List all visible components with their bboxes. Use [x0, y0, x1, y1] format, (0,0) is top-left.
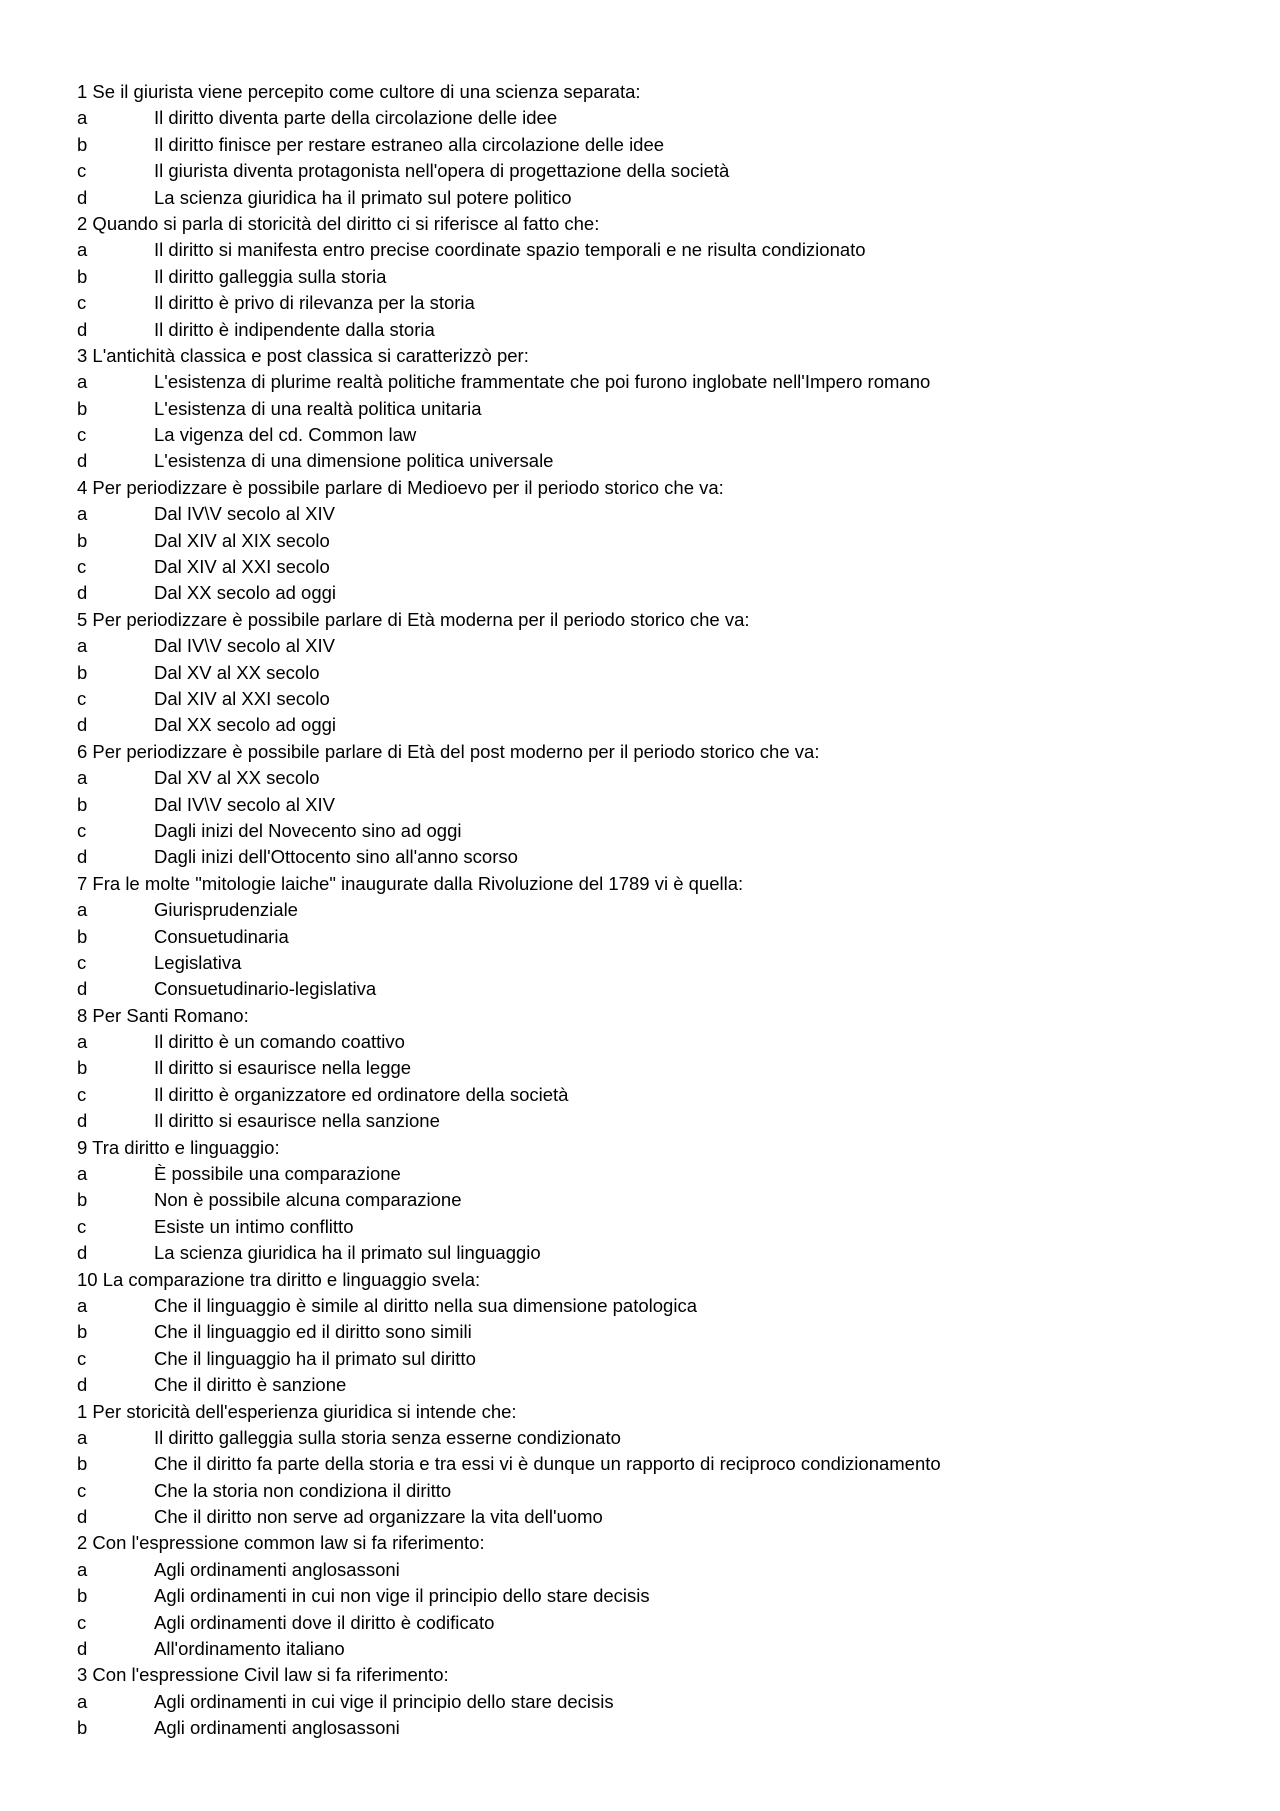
option-letter: b: [77, 925, 88, 947]
option-text: Che il diritto fa parte della storia e tra essi vi è dunque un rapporto di reciproco condizionamento: [154, 1453, 941, 1475]
option-letter: a: [77, 1294, 88, 1316]
option-letter: c: [77, 424, 87, 446]
option-text: L'esistenza di una realtà politica unitaria: [154, 397, 482, 419]
option-letter: d: [77, 186, 88, 208]
option-letter: b: [77, 529, 88, 551]
option-text: Il diritto è un comando coattivo: [154, 1031, 405, 1053]
option-text: Il diritto si esaurisce nella sanzione: [154, 1110, 440, 1132]
answer-option: [77, 1451, 1217, 1477]
option-letter: a: [77, 1031, 88, 1053]
question: 3 L'antichità classica e post classica si caratterizzò per:: [77, 344, 529, 366]
option-letter: c: [77, 951, 87, 973]
option-text: Dagli inizi dell'Ottocento sino all'anno scorso: [154, 846, 518, 868]
option-text: Il diritto si esaurisce nella legge: [154, 1057, 412, 1079]
answer-option: [77, 1319, 1217, 1345]
question: 1 Se il giurista viene percepito come cultore di una scienza separata:: [77, 81, 641, 102]
question: 10 La comparazione tra diritto e linguaggio svela:: [77, 1268, 481, 1290]
option-letter: a: [77, 107, 88, 129]
answer-option: [77, 792, 1217, 818]
option-text: Consuetudinaria: [154, 925, 289, 947]
option-letter: d: [77, 714, 88, 736]
option-text: Dal XX secolo ad oggi: [154, 714, 337, 736]
option-letter: d: [77, 978, 88, 1000]
option-text: Dal IV\V secolo al XIV: [154, 793, 335, 815]
option-text: Consuetudinario-legislativa: [154, 978, 377, 1000]
option-text: Che il linguaggio è simile al diritto nella sua dimensione patologica: [154, 1294, 697, 1316]
option-text: Che la storia non condiziona il diritto: [154, 1479, 452, 1501]
option-text: Agli ordinamenti anglosassoni: [154, 1558, 400, 1580]
option-letter: d: [77, 1638, 88, 1660]
option-letter: a: [77, 1690, 88, 1712]
answer-option: [77, 264, 1217, 290]
option-text: Che il diritto non serve ad organizzare la vita dell'uomo: [154, 1506, 603, 1528]
answer-option: [77, 1187, 1217, 1213]
option-text: La scienza giuridica ha il primato sul potere politico: [154, 186, 572, 208]
question: 3 Con l'espressione Civil law si fa riferimento:: [77, 1664, 449, 1686]
option-text: Dagli inizi del Novecento sino ad oggi: [154, 819, 462, 841]
option-text: Dal XV al XX secolo: [154, 767, 320, 789]
option-letter: b: [77, 1585, 88, 1607]
option-letter: b: [77, 1189, 88, 1211]
option-letter: a: [77, 767, 88, 789]
option-text: Non è possibile alcuna comparazione: [154, 1189, 462, 1211]
answer-option: [77, 369, 1217, 395]
answer-option: [77, 976, 1217, 1002]
answer-option: [77, 1214, 1217, 1240]
answer-option: [77, 317, 1217, 343]
option-text: Il giurista diventa protagonista nell'opera di progettazione della società: [154, 160, 730, 182]
option-text: Il diritto è privo di rilevanza per la storia: [154, 292, 475, 314]
answer-option: [77, 554, 1217, 580]
option-letter: b: [77, 661, 88, 683]
answer-option: [77, 950, 1217, 976]
answer-option: [77, 1346, 1217, 1372]
option-text: Il diritto diventa parte della circolazione delle idee: [154, 107, 558, 129]
option-letter: c: [77, 687, 87, 709]
answer-option: [77, 1372, 1217, 1398]
question: 2 Quando si parla di storicità del diritto ci si riferisce al fatto che:: [77, 212, 600, 234]
option-text: Il diritto si manifesta entro precise coordinate spazio temporali e ne risulta condizionato: [154, 239, 866, 261]
option-text: Il diritto è organizzatore ed ordinatore della società: [154, 1083, 569, 1105]
option-text: Dal XIV al XXI secolo: [154, 687, 330, 709]
answer-option: [77, 1504, 1217, 1530]
answer-option: [77, 844, 1217, 870]
answer-option: [77, 448, 1217, 474]
option-text: Il diritto galleggia sulla storia senza esserne condizionato: [154, 1426, 621, 1448]
option-text: Il diritto è indipendente dalla storia: [154, 318, 435, 340]
option-letter: b: [77, 265, 88, 287]
option-text: Dal IV\V secolo al XIV: [154, 503, 335, 525]
option-letter: d: [77, 450, 88, 472]
answer-option: [77, 1715, 1217, 1741]
answer-option: [77, 1108, 1217, 1134]
answer-option: [77, 1161, 1217, 1187]
option-text: L'esistenza di una dimensione politica universale: [154, 450, 554, 472]
answer-option: [77, 1293, 1217, 1319]
option-letter: d: [77, 1110, 88, 1132]
option-letter: b: [77, 1717, 88, 1739]
option-text: Che il linguaggio ed il diritto sono simili: [154, 1321, 472, 1343]
option-letter: b: [77, 133, 88, 155]
option-letter: b: [77, 1057, 88, 1079]
answer-option: [77, 580, 1217, 606]
option-letter: d: [77, 846, 88, 868]
option-text: Dal XIV al XXI secolo: [154, 556, 330, 578]
question: 6 Per periodizzare è possibile parlare di Età del post moderno per il periodo storico che va:: [77, 740, 820, 762]
option-letter: d: [77, 318, 88, 340]
answer-option: [77, 1583, 1217, 1609]
option-letter: d: [77, 1242, 88, 1264]
option-letter: a: [77, 1163, 88, 1185]
option-letter: a: [77, 1558, 88, 1580]
document-page: [77, 79, 1217, 1742]
answer-option: [77, 924, 1217, 950]
question: 5 Per periodizzare è possibile parlare di Età moderna per il periodo storico che va:: [77, 608, 750, 630]
answer-option: [77, 501, 1217, 527]
option-text: Agli ordinamenti anglosassoni: [154, 1717, 400, 1739]
option-letter: a: [77, 503, 88, 525]
option-letter: b: [77, 1453, 88, 1475]
option-letter: b: [77, 397, 88, 419]
answer-option: [77, 1240, 1217, 1266]
answer-option: [77, 686, 1217, 712]
answer-option: [77, 105, 1217, 131]
option-text: Dal XV al XX secolo: [154, 661, 320, 683]
option-letter: c: [77, 1347, 87, 1369]
answer-option: [77, 158, 1217, 184]
option-letter: c: [77, 292, 87, 314]
answer-option: [77, 396, 1217, 422]
answer-option: [77, 1425, 1217, 1451]
option-text: La scienza giuridica ha il primato sul linguaggio: [154, 1242, 541, 1264]
option-text: Il diritto finisce per restare estraneo alla circolazione delle idee: [154, 133, 665, 155]
answer-option: [77, 422, 1217, 448]
option-text: La vigenza del cd. Common law: [154, 424, 417, 446]
answer-option: [77, 1055, 1217, 1081]
answer-option: [77, 1478, 1217, 1504]
option-letter: d: [77, 1506, 88, 1528]
option-letter: a: [77, 635, 88, 657]
answer-option: [77, 660, 1217, 686]
option-text: Agli ordinamenti in cui non vige il principio dello stare decisis: [154, 1585, 650, 1607]
question: 8 Per Santi Romano:: [77, 1004, 249, 1026]
option-letter: a: [77, 371, 88, 393]
answer-option: [77, 132, 1217, 158]
question: 9 Tra diritto e linguaggio:: [77, 1136, 280, 1158]
option-letter: c: [77, 819, 87, 841]
option-text: Dal XX secolo ad oggi: [154, 582, 337, 604]
question: 2 Con l'espressione common law si fa riferimento:: [77, 1532, 485, 1554]
answer-option: [77, 1082, 1217, 1108]
answer-option: [77, 1689, 1217, 1715]
option-text: Dal XIV al XIX secolo: [154, 529, 330, 551]
question: 4 Per periodizzare è possibile parlare di Medioevo per il periodo storico che va:: [77, 476, 724, 498]
option-letter: c: [77, 1215, 87, 1237]
answer-option: [77, 1029, 1217, 1055]
answer-option: [77, 1610, 1217, 1636]
option-letter: c: [77, 1083, 87, 1105]
option-text: Agli ordinamenti in cui vige il principio dello stare decisis: [154, 1690, 614, 1712]
option-letter: a: [77, 899, 88, 921]
question: 7 Fra le molte "mitologie laiche" inaugurate dalla Rivoluzione del 1789 vi è quella:: [77, 872, 744, 894]
answer-option: [77, 237, 1217, 263]
option-letter: a: [77, 1426, 88, 1448]
option-text: Legislativa: [154, 951, 242, 973]
option-letter: c: [77, 160, 87, 182]
option-text: Esiste un intimo conflitto: [154, 1215, 354, 1237]
option-letter: a: [77, 239, 88, 261]
answer-option: [77, 1636, 1217, 1662]
option-letter: c: [77, 1479, 87, 1501]
answer-option: [77, 290, 1217, 316]
answer-option: [77, 818, 1217, 844]
option-letter: c: [77, 1611, 87, 1633]
option-text: Il diritto galleggia sulla storia: [154, 265, 387, 287]
answer-option: [77, 528, 1217, 554]
option-letter: c: [77, 556, 87, 578]
answer-option: [77, 897, 1217, 923]
option-text: L'esistenza di plurime realtà politiche frammentate che poi furono inglobate nell'Impero romano: [154, 371, 931, 393]
option-text: Giurisprudenziale: [154, 899, 298, 921]
option-text: Che il linguaggio ha il primato sul diritto: [154, 1347, 476, 1369]
option-text: Dal IV\V secolo al XIV: [154, 635, 335, 657]
option-text: Agli ordinamenti dove il diritto è codificato: [154, 1611, 495, 1633]
option-letter: d: [77, 582, 88, 604]
answer-option: [77, 185, 1217, 211]
answer-option: [77, 765, 1217, 791]
option-letter: b: [77, 793, 88, 815]
option-letter: b: [77, 1321, 88, 1343]
option-text: All'ordinamento italiano: [154, 1638, 345, 1660]
answer-option: [77, 633, 1217, 659]
question: 1 Per storicità dell'esperienza giuridica si intende che:: [77, 1400, 517, 1422]
answer-option: [77, 712, 1217, 738]
option-text: Che il diritto è sanzione: [154, 1374, 347, 1396]
answer-option: [77, 1557, 1217, 1583]
option-letter: d: [77, 1374, 88, 1396]
option-text: È possibile una comparazione: [154, 1163, 401, 1185]
